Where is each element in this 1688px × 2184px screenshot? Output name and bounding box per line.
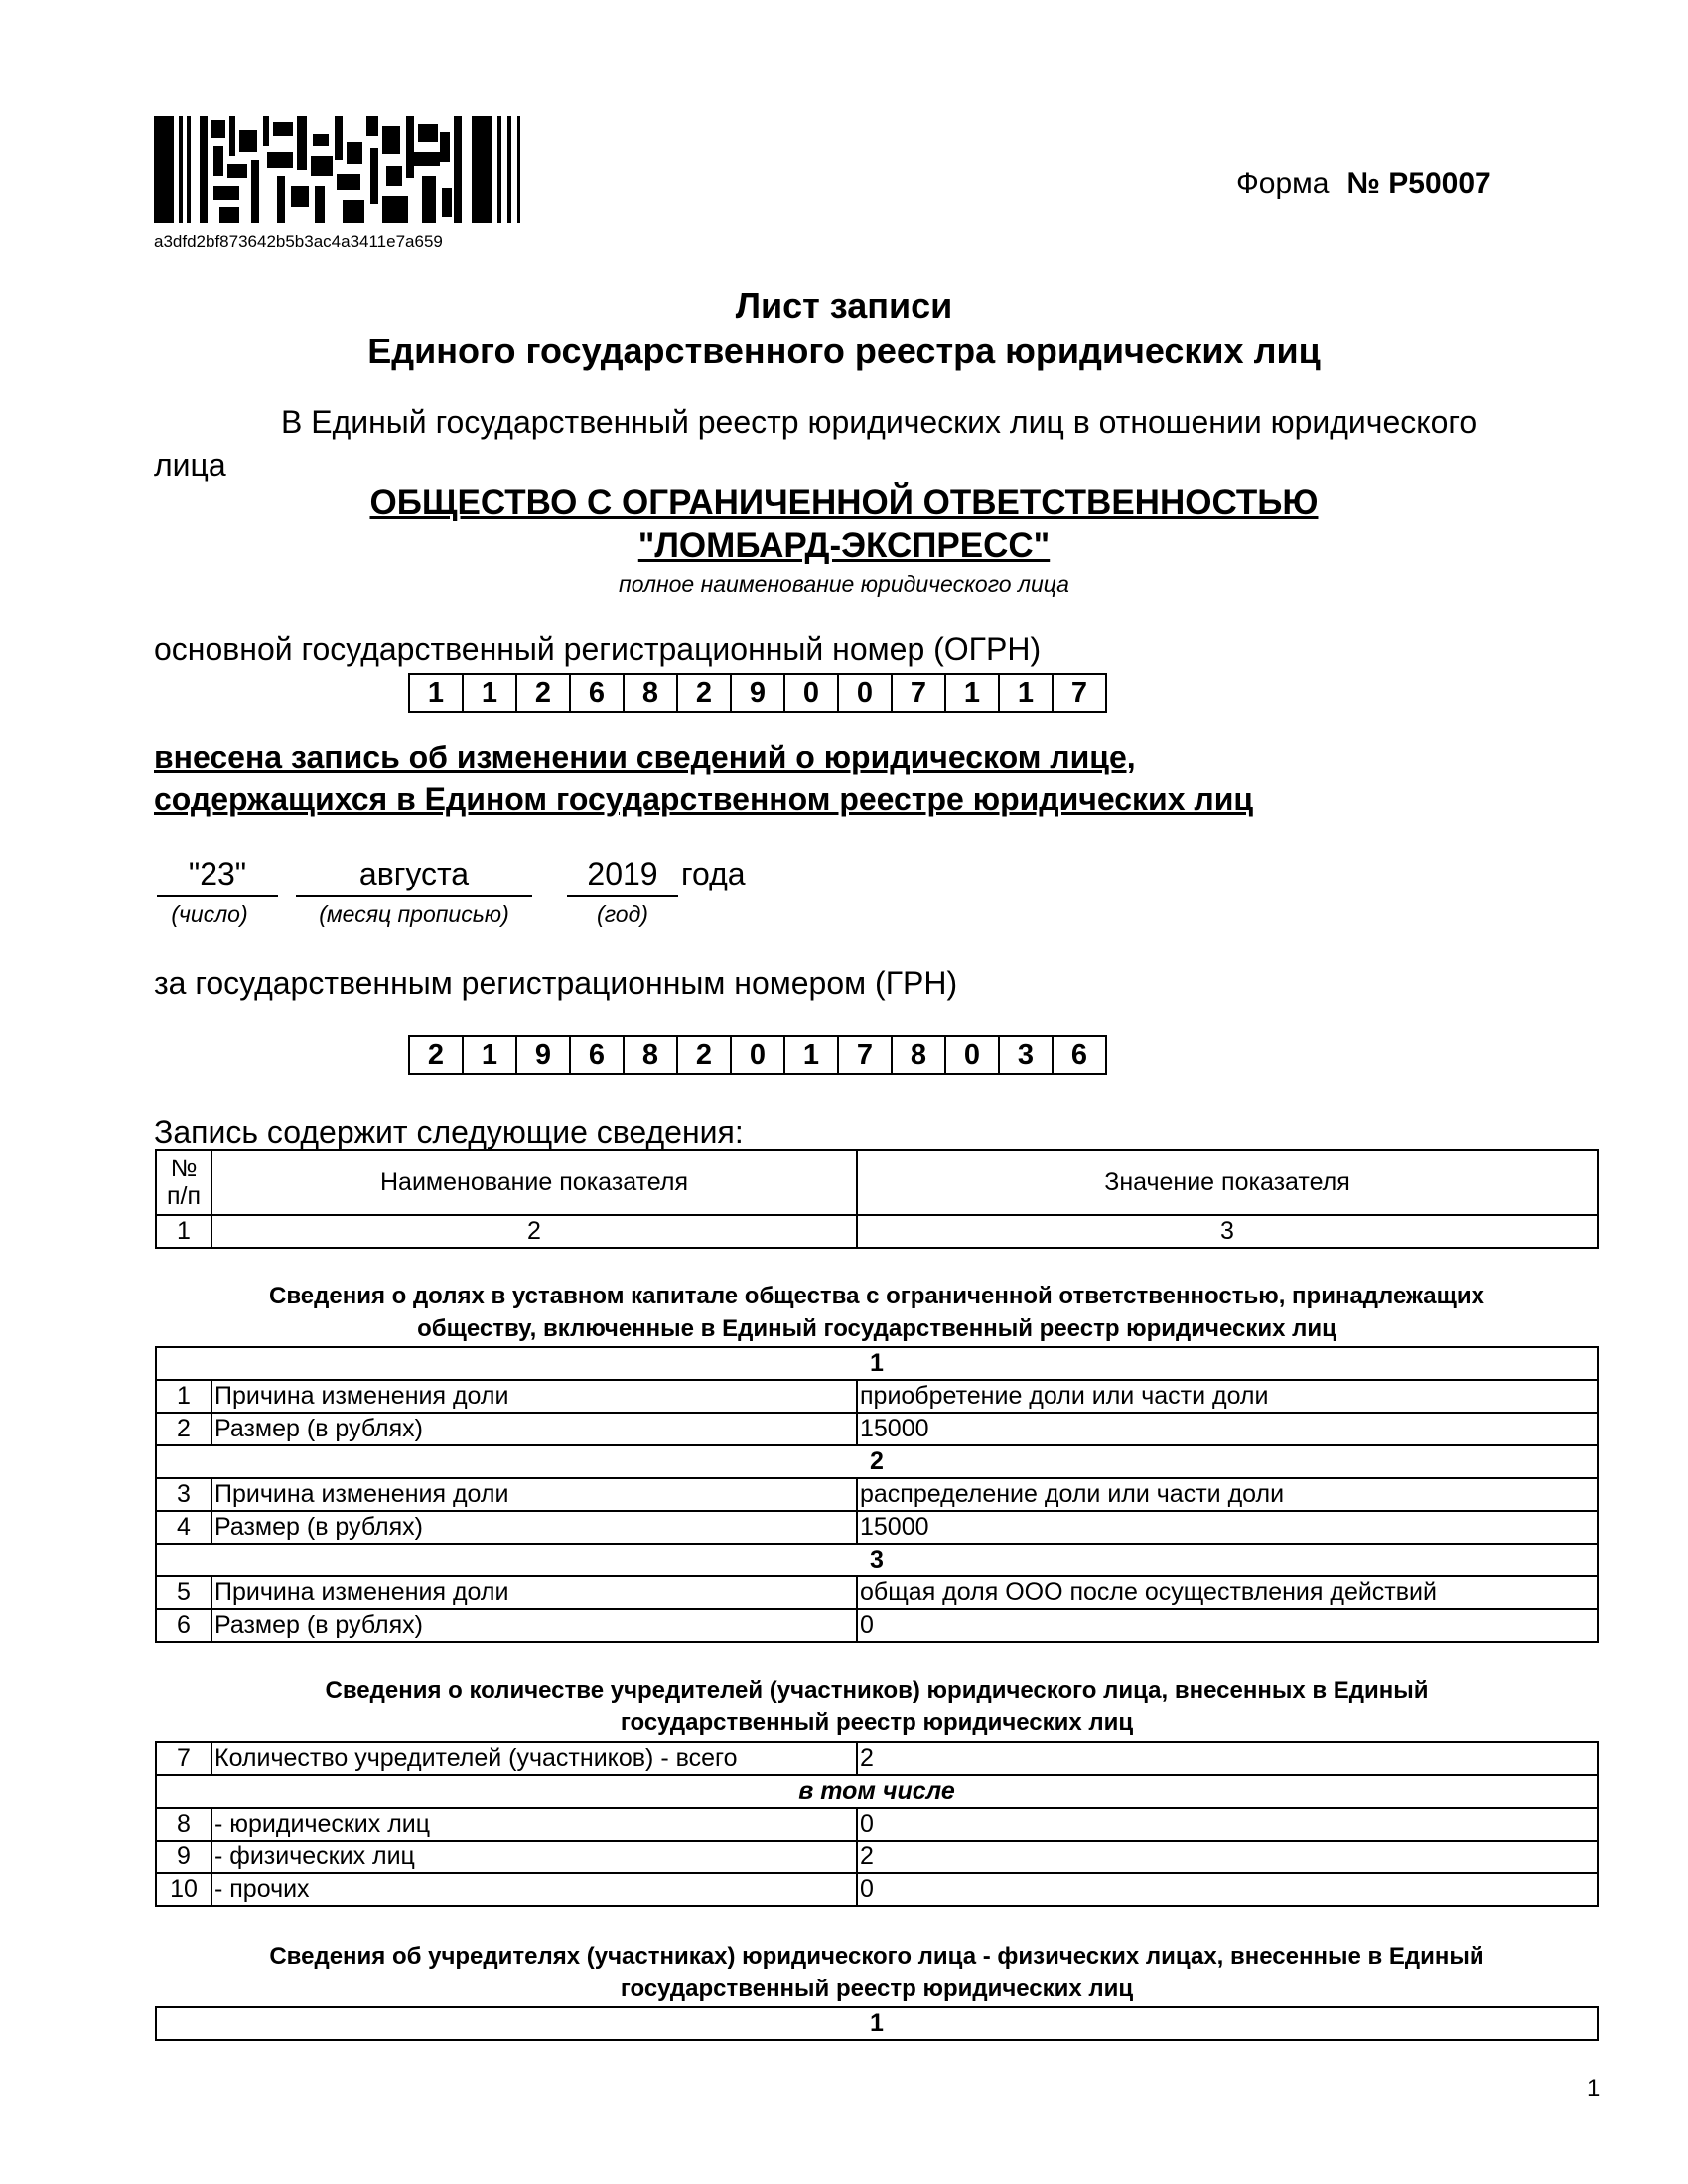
grn-digit: 7 [839, 1037, 893, 1073]
section-title-line: государственный реестр юридических лиц [620, 1976, 1134, 2002]
grn-digit: 6 [1070, 1038, 1088, 1071]
row-number: 3 [156, 1478, 211, 1511]
entry-statement-line1: внесена запись об изменении сведений о юридическом лице, [154, 740, 1136, 775]
form-label [1236, 167, 1491, 201]
table-row [156, 1742, 1598, 1775]
row-value: общая доля ООО после осуществления действий [857, 1576, 1598, 1609]
row-name: - прочих [211, 1873, 857, 1906]
page-number: 1 [1587, 2075, 1601, 2102]
record-intro: Запись содержит следующие сведения: [154, 1114, 744, 1150]
ogrn-digit: 8 [625, 675, 678, 711]
section-title-founders-count [155, 1674, 1599, 1739]
row-value: 15000 [857, 1413, 1598, 1445]
col-value-header: Значение показателя [857, 1150, 1598, 1215]
table-header-row [156, 1150, 1598, 1215]
row-value: распределение доли или части доли [857, 1478, 1598, 1511]
founders-individuals-table [155, 2006, 1599, 2041]
col-number: 2 [211, 1215, 857, 1248]
date-year: 2019 [567, 856, 678, 897]
ogrn-digit: 7 [1070, 676, 1088, 709]
row-number: 5 [156, 1576, 211, 1609]
group-row [156, 1347, 1598, 1380]
table-row [156, 1413, 1598, 1445]
grn-digit: 6 [571, 1037, 625, 1073]
row-name: Количество учредителей (участников) - всего [211, 1742, 857, 1775]
founders-count-table [155, 1741, 1599, 1907]
main-header-table [155, 1149, 1599, 1249]
entry-statement-line2: содержащихся в Едином государственном реестре юридических лиц [154, 781, 1254, 817]
col-number-header-b: п/п [166, 1182, 202, 1210]
row-number: 7 [156, 1742, 211, 1775]
ogrn-digit: 7 [893, 675, 946, 711]
ogrn-digit: 1 [410, 675, 464, 711]
row-name: Размер (в рублях) [211, 1511, 857, 1544]
org-name-line1: ОБЩЕСТВО С ОГРАНИЧЕННОЙ ОТВЕТСТВЕННОСТЬЮ [369, 483, 1319, 522]
group-number: 3 [156, 1544, 1598, 1576]
table-row [156, 1841, 1598, 1873]
table-row [156, 1808, 1598, 1841]
intro-text: В Единый государственный реестр юридических лиц в отношении юридического [281, 404, 1477, 440]
date-day-caption: (число) [171, 901, 248, 927]
row-value: 2 [857, 1742, 1598, 1775]
row-name: Размер (в рублях) [211, 1413, 857, 1445]
table-row [156, 1511, 1598, 1544]
ogrn-digit: 1 [946, 675, 1000, 711]
date-month: августа [296, 856, 532, 897]
group-row [156, 2007, 1598, 2040]
ogrn-digit: 1 [1000, 675, 1054, 711]
section-title-line: обществу, включенные в Единый государственный реестр юридических лиц [417, 1315, 1336, 1342]
page-subtitle: Единого государственного реестра юридических лиц [367, 331, 1321, 371]
ogrn-digit: 6 [571, 675, 625, 711]
row-number: 1 [156, 1380, 211, 1413]
row-value: 15000 [857, 1511, 1598, 1544]
group-row [156, 1445, 1598, 1478]
row-number: 4 [156, 1511, 211, 1544]
col-number-header [156, 1150, 211, 1215]
group-number: 1 [156, 1347, 1598, 1380]
org-name-caption: полное наименование юридического лица [619, 571, 1069, 597]
ogrn-label: основной государственный регистрационный номер (ОГРН) [154, 631, 1042, 667]
row-number: 10 [156, 1873, 211, 1906]
group-row [156, 1544, 1598, 1576]
ogrn-digit: 0 [785, 675, 839, 711]
table-row [156, 1609, 1598, 1642]
section-title-line: государственный реестр юридических лиц [620, 1709, 1134, 1736]
date-year-suffix: года [681, 856, 746, 891]
form-label-text: Форма [1236, 167, 1330, 200]
table-row [156, 1576, 1598, 1609]
row-value: приобретение доли или части доли [857, 1380, 1598, 1413]
col-number-header-a: № [170, 1155, 198, 1182]
group-number: 2 [156, 1445, 1598, 1478]
group-number: 1 [156, 2007, 1598, 2040]
row-number: 8 [156, 1808, 211, 1841]
barcode-icon [154, 116, 531, 223]
col-number: 3 [857, 1215, 1598, 1248]
section-title-founders-individuals [155, 1940, 1599, 2005]
row-value: 0 [857, 1609, 1598, 1642]
grn-digit: 8 [625, 1037, 678, 1073]
ogrn-digit: 0 [839, 675, 893, 711]
section-title-shares [155, 1280, 1599, 1345]
intro-text-cont: лица [154, 447, 226, 482]
row-name: Причина изменения доли [211, 1478, 857, 1511]
table-row [156, 1380, 1598, 1413]
date-year-caption: (год) [597, 901, 648, 927]
barcode-hash: a3dfd2bf873642b5b3ac4a3411e7a659 [154, 232, 443, 251]
ogrn-digit: 9 [732, 675, 785, 711]
grn-digit: 1 [785, 1037, 839, 1073]
row-number: 9 [156, 1841, 211, 1873]
page-title: Лист записи [735, 285, 953, 326]
col-number: 1 [156, 1215, 211, 1248]
section-title-line: Сведения об учредителях (участниках) юридического лица - физических лицах, внесенные в Единый [269, 1943, 1484, 1970]
date-day: "23" [157, 856, 278, 897]
date-month-caption: (месяц прописью) [319, 901, 509, 927]
row-name: Причина изменения доли [211, 1380, 857, 1413]
table-col-numbers-row [156, 1215, 1598, 1248]
org-name-line2: "ЛОМБАРД-ЭКСПРЕСС" [637, 526, 1051, 565]
subheader-row [156, 1775, 1598, 1808]
form-number: № Р50007 [1346, 167, 1491, 200]
grn-digit: 2 [410, 1037, 464, 1073]
row-number: 6 [156, 1609, 211, 1642]
row-value: 0 [857, 1873, 1598, 1906]
section-title-line: Сведения о количестве учредителей (участников) юридического лица, внесенных в Единый [325, 1677, 1429, 1704]
grn-label: за государственным регистрационным номером (ГРН) [154, 965, 958, 1001]
grn-digit: 3 [1000, 1037, 1054, 1073]
row-name: Размер (в рублях) [211, 1609, 857, 1642]
col-name-header: Наименование показателя [211, 1150, 857, 1215]
shares-table [155, 1346, 1599, 1643]
row-name: Причина изменения доли [211, 1576, 857, 1609]
grn-digit: 0 [732, 1037, 785, 1073]
ogrn-digit: 2 [678, 675, 732, 711]
row-number: 2 [156, 1413, 211, 1445]
grn-digit: 8 [893, 1037, 946, 1073]
grn-digit: 9 [517, 1037, 571, 1073]
ogrn-digit: 1 [464, 675, 517, 711]
row-name: - физических лиц [211, 1841, 857, 1873]
ogrn-digit: 2 [517, 675, 571, 711]
grn-digit: 0 [946, 1037, 1000, 1073]
subheader-label: в том числе [156, 1775, 1598, 1808]
table-row [156, 1478, 1598, 1511]
row-value: 0 [857, 1808, 1598, 1841]
ogrn-digits [408, 673, 1107, 713]
section-title-line: Сведения о долях в уставном капитале общества с ограниченной ответственностью, принадлежащих [269, 1283, 1484, 1309]
grn-digit: 2 [678, 1037, 732, 1073]
row-name: - юридических лиц [211, 1808, 857, 1841]
row-value: 2 [857, 1841, 1598, 1873]
grn-digit: 1 [464, 1037, 517, 1073]
table-row [156, 1873, 1598, 1906]
grn-digits [408, 1035, 1107, 1075]
